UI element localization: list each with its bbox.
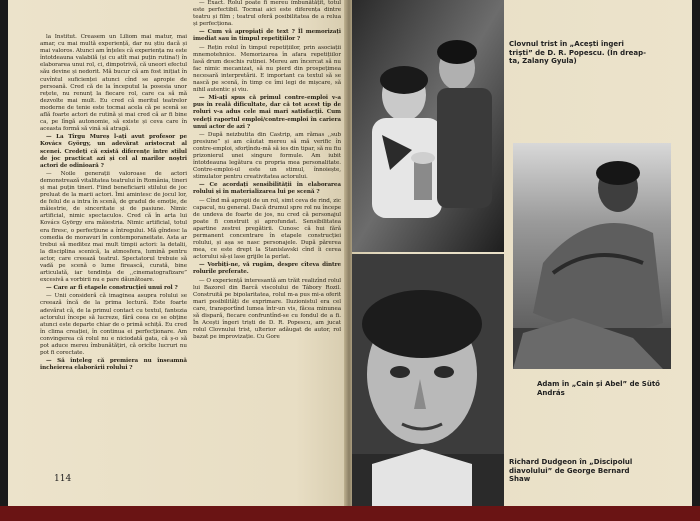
paragraph: — Noile generații valoroase de actori demonstrează vitalitatea teatrului în România, tineri și mai puțin tineri. Fiind beneficiarii stilului de joc preluat de la marii actori. Îmi amintesc de jocul lor, de felul de a intra în scenă, de gradul de emoție, de măiestrie, de sinceritate și de pasiune. Nimic artificial, nimic spectaculos. Cred că în arta lui Kovács György era măiestria. Nimic artificial, totul era firesc, o perfecțiune a întregului. Mă gîndesc la comedia de moravuri în contemporaneitate. Asta ar trebui să meditez mai mult timpii actori: la detalii, la disciplina scenică, la atmosfera, lumină pentru actor, care creează teatrul. Spectatorul trebuie să vadă pe scenă o lume firească, curată, bine articulată, iar tendința de ,,cinematografizare” excesivă a vorbirii nu e pare dăunătoare. — [40, 170, 187, 284]
caption-line: Adam în „Cain și Abel” de Sütő — [537, 380, 660, 388]
caption-line: ta, Zalany Gyula) — [509, 57, 577, 65]
paragraph: — Cînd mă apropii de un rol, simt ceva de rind, zic capacul, nu general. Dacă drumul spre rol nu începe de undeva de foarte de jos, nu cred că personajul poate fi construit și aprofundat. Sensibilitatea apartine zestrei pregătirii. Cunosc că hui fără permanent concentrare în etapele construcției rolului, și așa se nasc personajele. După părerea mea, ce este drept la Stanislavski cînd îi cerea actorului să-și lase grijile la perlat. — [193, 197, 341, 261]
caption-adam — [537, 380, 677, 397]
right-page — [352, 0, 692, 506]
question: — Care ar fi etapele construcției unui rol ? — [46, 285, 178, 292]
caption-line: András — [537, 388, 565, 397]
paragraph: — Unii consideră că imaginea asupra rolului se creează încă de la prima lectură. Este foarte adevărat că, de la primul contact cu textul, fantezia actorului începe să lucreze, fără ceea ce se obține atunci este departe chiar de o primă schiță. Eu cred în clima creației, în continua ei perfecționare. Am convingerea că rolul nu e niciodată gata, că ș-o să pot aduce mereu îmbunătățiri, că oricîte lucruri nu pot fi corectate. — [40, 293, 187, 357]
caption-line: Clovnul trist în „Acești îngeri — [509, 40, 624, 48]
photo-portrait — [352, 254, 504, 506]
caption-line: diavolului” de George Bernard — [509, 466, 630, 475]
paragraph: — Rețin rolul în timpul repetițiilor, prin asociații mnemotehnice. Memorizarea în afara repetițiilor lasă drum deschis rutinei. Mereu am încercat să nu fac nimic mecanizat, să nu pierd din prospețimea necesară interpretării. E important ca textul să se nască pe scenă, în timp ce îmi legi de mișcare, să nihil autentic și viu. — [193, 44, 341, 94]
page-number: 114 — [54, 474, 72, 484]
question: — Cum vă apropiați de text ? Îl memorizați imediat sau în timpul repetițiilor ? — [193, 29, 341, 43]
photo-clown-scene — [352, 0, 504, 252]
left-column-2 — [193, 0, 341, 498]
left-column-1 — [40, 34, 187, 464]
question: — La Tîrgu Mureș l-ați avut profesor pe Kovács György, un adevărat aristocrat al scenei. Credeți că există diferențe între stilul de joc practicat azi și cel al marilor noștri actori de odinioară ? — [40, 134, 187, 169]
caption-clown — [509, 40, 649, 66]
paragraph: — Exact. Rolul poate fi mereu îmbunătățit, totul este perfectibil. Tocmai aici este diferența dintre teatru și film ; teatrul oferă posibilitatea de a relua și perfecționa. — [193, 0, 341, 28]
caption-line: Shaw — [509, 475, 531, 483]
question: — Ce acordați sensibilității în elaborarea rolului și în materializarea lui pe scenă ? — [193, 182, 341, 196]
paragraph: — O experiență interesantă am trăit realizînd rolul lui Bazorel din Barcă viscolului de Tábory Rozil. Construită pe bipolaritatea, rolul m-a pus mi-a oferit mari posibilități de exprimare. Iluzionistul era cel care, transportînd lumea într-un vis, făcea minunea să dispară, fiecare confruntînd-se cu fondul de a fi. În Acești îngeri triști de D. R. Popescu, am jucat rolul Clovnului trist, ulterior adăugat de autor, rol bazat pe improvizație. Cu Gore — [193, 277, 341, 341]
caption-dudgeon — [509, 458, 659, 484]
question: — Mi-ați spus că primul contre-emploi v-a pus în reală dificultate, dar că tot acest tip de roluri v-a adus cele mai mari satisfacții. Cum vedeți raportul emploi/contre-emploi în cariera unui actor de azi ? — [193, 95, 341, 130]
paragraph: la Institut. Creasem un Liliom mai matur, mai amar, cu mai multă experiență, dar nu știu dacă și mai valoros. Atunci am înțeles că experiența nu este întotdeauna valabilă (și cu atît mai puțin rutina!) în elaborarea unui rol, ci, dimpotrivă, că uneori efectul său devine și nedorit. Mă bucur că am fost inițiat în cuvîntul suficienței atunci cînd se apropie de persoană. Cred că de la începutul la posesia unor rețete, nu renunț la fiecare rol, care ca să mă dezvolte mai mult. Eu cred că meritul teatrelor moderne de tenie este tocmai acela că pe scenă se află foarte actori de rutină și mai cred că ar fi bine ca, pe lîngă autonomie, să existe și ceva care în aceasta formă să vină să atragă. — [40, 34, 187, 133]
caption-line: triști” de D. R. Popescu. (În dreap- — [509, 48, 647, 57]
book-cover-edge — [0, 506, 700, 521]
left-page — [8, 0, 346, 506]
caption-line: Richard Dudgeon în „Discipolul — [509, 458, 633, 466]
paragraph: — După neizbutita din Castrip, am rămas ,,sub presiune” și am căutat mereu să mă verific în contre-emploi, sforțîndu-mă să ies din tipar, să nu fiu prizonierul unei singure formule. Am iubit întotdeauna legătura cu propria mea personalitate. Contre-emploi-ul este un stimul, înnoiește, stimulator pentru creativitatea actorului. — [193, 131, 341, 181]
question: — Vorbiți-ne, vă rugăm, despre cîteva dintre rolurile preferate. — [193, 262, 341, 276]
question: — Să înțeleg că premiera nu înseamnă încheierea elaborării rolului ? — [40, 358, 187, 372]
photo-adam — [513, 143, 671, 369]
